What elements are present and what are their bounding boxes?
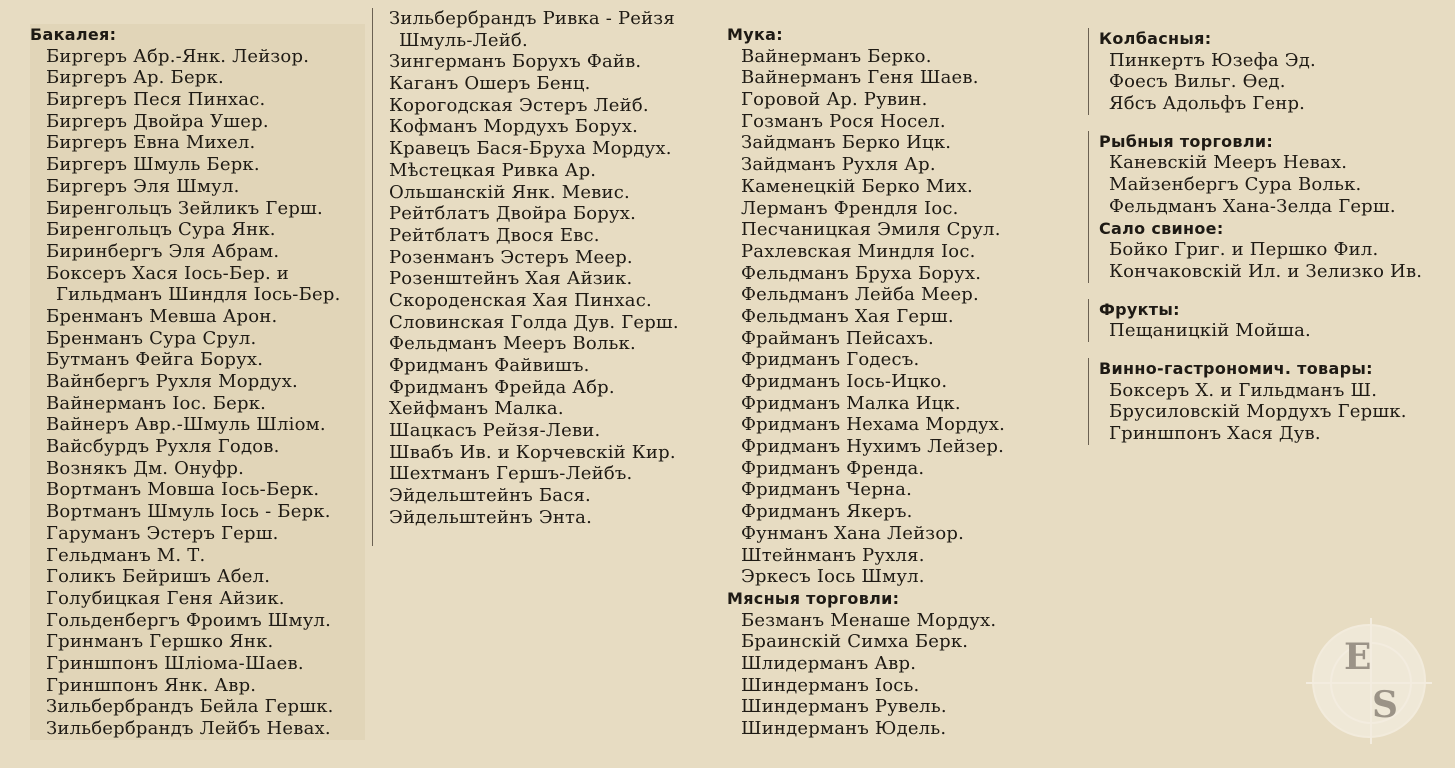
list-entry: Зайдманъ Берко Ицк. [741, 132, 952, 154]
badge-letter-bottom: S [1372, 684, 1398, 726]
entry-list [30, 46, 365, 740]
section-heading-muka: Мука: [727, 25, 783, 44]
list-entry: Вортманъ Мовша Iось-Берк. [46, 479, 320, 501]
list-entry: Горовой Ар. Рувин. [741, 89, 928, 111]
list-entry: Безманъ Менаше Мордух. [741, 609, 997, 631]
list-entry: Корогодская Эстеръ Лейб. [389, 94, 649, 116]
section-heading-vinno: Винно-гастрономич. товары: [1099, 358, 1373, 378]
list-entry: Фельдманъ Бруха Борух. [741, 262, 982, 284]
list-entry: Бойко Григ. и Першко Фил. [1109, 239, 1379, 261]
list-entry: Зильбербрандъ Бейла Гершк. [46, 696, 334, 718]
list-entry: Биргеръ Евна Михел. [46, 132, 256, 154]
list-entry: Вортманъ Шмуль Iось - Берк. [46, 501, 331, 523]
list-entry: Биргеръ Песя Пинхас. [46, 89, 266, 111]
list-entry: Фельдманъ Хана-Зелда Герш. [1109, 195, 1396, 217]
section-heading-salo: Сало свиное: [1099, 218, 1224, 238]
list-entry: Эркесъ Iось Шмул. [741, 566, 925, 588]
section-heading-myasnyya: Мясныя торговли: [727, 588, 900, 608]
list-entry: Шмуль-Лейб. [399, 29, 528, 51]
list-entry: Рейтблатъ Двойра Борух. [389, 203, 637, 225]
entry-list [387, 8, 717, 529]
list-entry: Биргеръ Ар. Берк. [46, 67, 224, 89]
list-entry: Шиндерманъ Рувель. [741, 696, 947, 718]
list-entry: Фридманъ Нехама Мордух. [741, 414, 1006, 436]
list-entry: Гозманъ Рося Носел. [741, 110, 946, 132]
list-entry: Биргеръ Шмуль Берк. [46, 154, 260, 176]
list-entry: Розенманъ Эстеръ Меер. [389, 246, 633, 268]
list-entry: Гриншпонъ Шлiома-Шаев. [46, 652, 304, 674]
list-entry: Бутманъ Фейга Борух. [46, 349, 264, 371]
list-entry: Фельдманъ Хая Герш. [741, 305, 954, 327]
list-entry: Пещаницкiй Мойша. [1109, 320, 1311, 342]
list-entry: Шиндерманъ Iось. [741, 674, 920, 696]
list-entry: Голикъ Бейришъ Абел. [46, 566, 271, 588]
list-entry: Словинская Голда Дув. Герш. [389, 311, 679, 333]
list-entry: Рахлевская Миндля Iос. [741, 240, 976, 262]
list-entry: Фридманъ Годесъ. [741, 349, 920, 371]
list-entry: Боксеръ Х. и Гильдманъ Ш. [1109, 379, 1378, 401]
list-entry: Вайнерманъ Берко. [741, 45, 932, 67]
entry-list [1097, 320, 1428, 342]
list-entry: Зингерманъ Борухъ Файв. [389, 51, 642, 73]
list-entry: Гринманъ Гершко Янк. [46, 631, 274, 653]
entry-list [727, 610, 1052, 740]
entry-list [727, 46, 1052, 588]
list-entry: Кофманъ Мордухъ Борух. [389, 116, 638, 138]
section-heading-rybnyya: Рыбныя торговли: [1099, 131, 1274, 151]
list-entry: Зильбербрандъ Лейбъ Невах. [46, 718, 331, 739]
group-kolbasnyya [1088, 28, 1428, 115]
entry-list [1097, 380, 1428, 445]
list-entry: Швабъ Ив. и Корчевскiй Кир. [389, 441, 676, 463]
list-entry: Каменецкiй Берко Мих. [741, 175, 973, 197]
list-entry: Шехтманъ Гершъ-Лейбъ. [389, 463, 633, 485]
list-entry: Фридманъ Фрейда Абр. [389, 376, 615, 398]
list-entry: Гриншпонъ Янк. Авр. [46, 674, 257, 696]
list-entry: Гильдманъ Шиндля Iось-Бер. [56, 284, 341, 306]
list-entry: Боксеръ Хася Iось-Бер. и [46, 262, 290, 284]
list-entry: Эйдельштейнъ Бася. [389, 485, 591, 507]
list-entry: Фрайманъ Пейсахъ. [741, 327, 934, 349]
list-entry: Кравецъ Бася-Бруха Мордух. [389, 138, 672, 160]
list-entry: Штейнманъ Рухля. [741, 544, 925, 566]
list-entry: Майзенбергъ Сура Вольк. [1109, 174, 1362, 196]
list-entry: Гольденбергъ Фроимъ Шмул. [46, 609, 332, 631]
list-entry: Лерманъ Френдля Iос. [741, 197, 959, 219]
list-entry: Шацкасъ Рейзя-Леви. [389, 420, 601, 442]
list-entry: Браинскiй Симха Берк. [741, 631, 969, 653]
section-heading-kolbasnyya: Колбасныя: [1099, 29, 1212, 48]
list-entry: Вайсбурдъ Рухля Годов. [46, 436, 280, 458]
list-entry: Зайдманъ Рухля Ар. [741, 154, 936, 176]
list-entry: Песчаницкая Эмиля Срул. [741, 219, 1001, 241]
section-heading-frukty: Фрукты: [1099, 299, 1180, 319]
badge-crosshair-horizontal [1306, 682, 1432, 684]
list-entry: Бренманъ Мевша Арон. [46, 305, 278, 327]
list-entry: Фридманъ Нухимъ Лейзер. [741, 436, 1005, 458]
badge-letter-top: E [1344, 636, 1372, 678]
list-entry: Биргеръ Эля Шмул. [46, 175, 240, 197]
column-4 [1088, 28, 1428, 461]
entry-list [1097, 239, 1428, 282]
list-entry: Ольшанскiй Янк. Мевис. [389, 181, 630, 203]
list-entry: Рейтблатъ Двося Евс. [389, 224, 600, 246]
list-entry: Голубицкая Геня Айзик. [46, 587, 285, 609]
list-entry: Фридманъ Якеръ. [741, 501, 913, 523]
list-entry: Шлидерманъ Авр. [741, 652, 917, 674]
list-entry: Брусиловскiй Мордухъ Гершк. [1109, 401, 1407, 423]
list-entry: Биргеръ Двойра Ушер. [46, 110, 269, 132]
list-entry: Пинкертъ Юзефа Эд. [1109, 49, 1316, 71]
list-entry: Гаруманъ Эстеръ Герш. [46, 522, 279, 544]
list-entry: Биренгольцъ Зейликъ Герш. [46, 197, 323, 219]
group-vinno [1088, 358, 1428, 445]
cropped-top-fragment [727, 8, 1052, 22]
list-entry: Фридманъ Френда. [741, 457, 925, 479]
list-entry: Бренманъ Сура Срул. [46, 327, 257, 349]
list-entry: Мѣстецкая Ривка Ар. [389, 159, 597, 181]
list-entry: Фридманъ Iось-Ицко. [741, 371, 948, 392]
list-entry: Биринбергъ Эля Абрам. [46, 240, 280, 262]
list-entry: Фельдманъ Лейба Меер. [741, 284, 979, 306]
list-entry: Вознякъ Дм. Онуфр. [46, 457, 245, 479]
list-entry: Шиндерманъ Юдель. [741, 718, 947, 739]
list-entry: Фоесъ Вильг. Өед. [1109, 71, 1286, 93]
list-entry: Фридманъ Файвишъ. [389, 355, 590, 376]
list-entry: Гриншпонъ Хася Дув. [1109, 423, 1321, 444]
list-entry: Каневскiй Мееръ Невах. [1109, 152, 1348, 174]
list-entry: Фунманъ Хана Лейзор. [741, 522, 964, 544]
list-entry: Ябсъ Адольфъ Генр. [1109, 93, 1306, 115]
list-entry: Эйдельштейнъ Энта. [389, 506, 593, 528]
list-entry: Хейфманъ Малка. [389, 398, 564, 420]
section-heading-bakaleya: Бакалея: [30, 25, 117, 44]
column-2 [372, 8, 717, 546]
list-entry: Вайнерманъ Геня Шаев. [741, 67, 979, 89]
list-entry: Кончаковскiй Ил. и Зелизко Ив. [1109, 260, 1423, 282]
entry-list [1097, 152, 1428, 217]
list-entry: Фельдманъ Мееръ Вольк. [389, 333, 636, 355]
list-entry: Биренгольцъ Сура Янк. [46, 219, 276, 241]
list-entry: Розенштейнъ Хая Айзик. [389, 268, 633, 290]
entry-list [1097, 50, 1428, 115]
group-frukty [1088, 299, 1428, 342]
column-1 [30, 24, 365, 740]
list-entry: Вайнерманъ Iос. Берк. [46, 392, 267, 414]
list-entry: Фридманъ Малка Ицк. [741, 392, 961, 414]
list-entry: Зильбербрандъ Ривка - Рейзя [389, 8, 675, 29]
list-entry: Вайнбергъ Рухля Мордух. [46, 371, 298, 392]
watermark-badge [1312, 624, 1426, 738]
list-entry: Гельдманъ М. Т. [46, 544, 206, 566]
list-entry: Вайнеръ Авр.-Шмуль Шлiом. [46, 414, 326, 436]
list-entry: Биргеръ Абр.-Янк. Лейзор. [46, 45, 310, 67]
list-entry: Фридманъ Черна. [741, 479, 912, 501]
list-entry: Каганъ Ошеръ Бенц. [389, 73, 591, 95]
column-3 [727, 8, 1052, 740]
list-entry: Скороденская Хая Пинхас. [389, 289, 652, 311]
group-rybnyya [1088, 131, 1428, 283]
